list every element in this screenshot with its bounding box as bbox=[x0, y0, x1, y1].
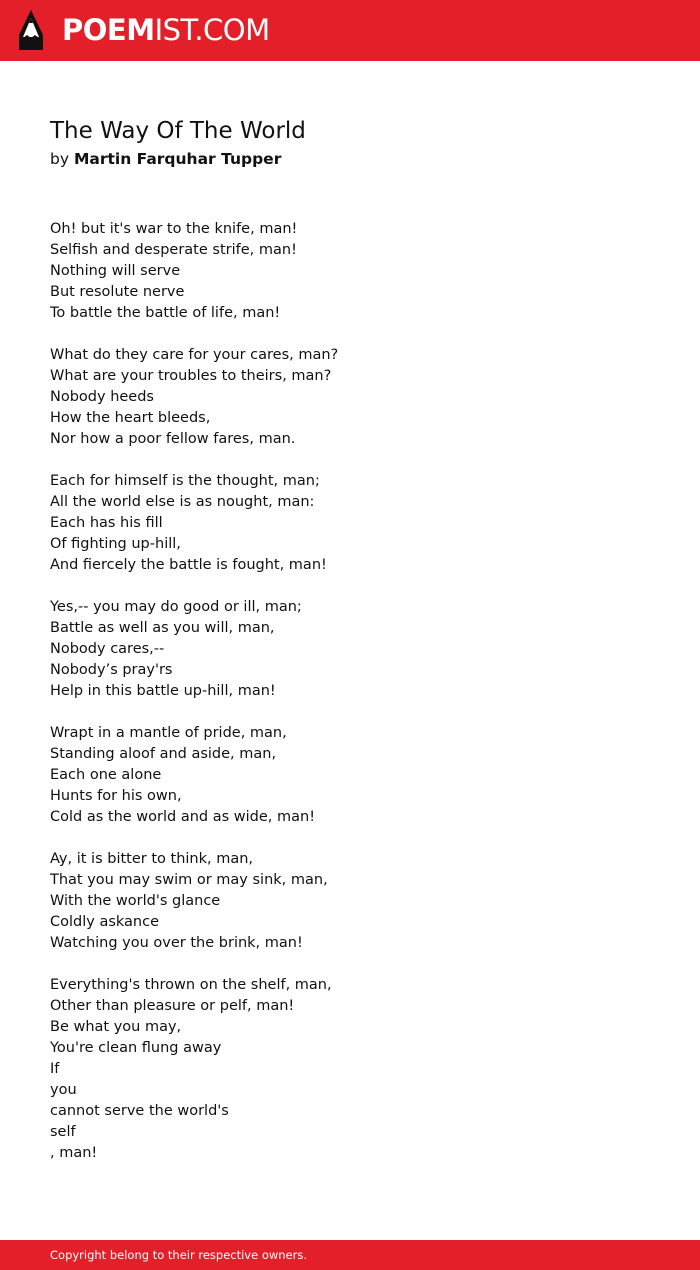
stanza bbox=[50, 723, 670, 828]
poem-line: Each one alone bbox=[50, 767, 162, 783]
poem-line: Nothing will serve bbox=[50, 263, 181, 279]
poem-line: Cold as the world and as wide, man! bbox=[50, 809, 316, 825]
poem-line: Nobody’s pray'rs bbox=[50, 662, 173, 678]
by-label: by bbox=[50, 150, 70, 168]
stanza bbox=[50, 597, 670, 702]
poem-line: Watching you over the brink, man! bbox=[50, 935, 303, 951]
pencil-icon[interactable] bbox=[18, 9, 44, 51]
poem-line: you bbox=[50, 1082, 77, 1098]
poem-line: , man! bbox=[50, 1145, 98, 1161]
poem-line: Each has his fill bbox=[50, 515, 163, 531]
poem-line: If bbox=[50, 1061, 60, 1077]
poem-line: To battle the battle of life, man! bbox=[50, 305, 281, 321]
site-footer bbox=[0, 1240, 700, 1270]
poem-line: How the heart bleeds, bbox=[50, 410, 211, 426]
stanza-gap bbox=[50, 450, 670, 471]
poem-line: Other than pleasure or pelf, man! bbox=[50, 998, 295, 1014]
site-header bbox=[0, 0, 700, 61]
poem-line: Oh! but it's war to the knife, man! bbox=[50, 221, 298, 237]
poem-line: Ay, it is bitter to think, man, bbox=[50, 851, 254, 867]
brand-bold-text: POEM bbox=[62, 13, 155, 47]
stanza-gap bbox=[50, 828, 670, 849]
poem-line: self bbox=[50, 1124, 76, 1140]
poem-line: Of fighting up-hill, bbox=[50, 536, 181, 552]
poem-line: Everything's thrown on the shelf, man, bbox=[50, 977, 332, 993]
stanza bbox=[50, 219, 670, 324]
stanza-gap bbox=[50, 954, 670, 975]
poem-line: cannot serve the world's bbox=[50, 1103, 229, 1119]
poem-line: What are your troubles to theirs, man? bbox=[50, 368, 332, 384]
poem-line: Selfish and desperate strife, man! bbox=[50, 242, 297, 258]
poem-line: Standing aloof and aside, man, bbox=[50, 746, 277, 762]
stanza bbox=[50, 975, 670, 1164]
copyright-text: Copyright belong to their respective owners. bbox=[50, 1248, 308, 1262]
poem-title: The Way Of The World bbox=[50, 118, 306, 144]
stanza-gap bbox=[50, 576, 670, 597]
poem-byline bbox=[50, 149, 281, 169]
poem-line: Be what you may, bbox=[50, 1019, 182, 1035]
poem-line: All the world else is as nought, man: bbox=[50, 494, 315, 510]
stanza-gap bbox=[50, 702, 670, 723]
stanza bbox=[50, 471, 670, 576]
poem-line: Nor how a poor fellow fares, man. bbox=[50, 431, 296, 447]
poem-line: With the world's glance bbox=[50, 893, 221, 909]
poem-line: Wrapt in a mantle of pride, man, bbox=[50, 725, 287, 741]
poem-line: And fiercely the battle is fought, man! bbox=[50, 557, 327, 573]
poem-line: Battle as well as you will, man, bbox=[50, 620, 275, 636]
poem-body bbox=[50, 219, 670, 1164]
site-logo-text[interactable] bbox=[62, 11, 270, 49]
poem-line: Yes,-- you may do good or ill, man; bbox=[50, 599, 302, 615]
poem-line: Help in this battle up-hill, man! bbox=[50, 683, 276, 699]
poem-line: What do they care for your cares, man? bbox=[50, 347, 339, 363]
poem-line: Nobody cares,-- bbox=[50, 641, 165, 657]
poem-line: Hunts for his own, bbox=[50, 788, 182, 804]
poem-line: You're clean flung away bbox=[50, 1040, 222, 1056]
stanza bbox=[50, 849, 670, 954]
poem-line: That you may swim or may sink, man, bbox=[50, 872, 328, 888]
stanza bbox=[50, 345, 670, 450]
author-name[interactable]: Martin Farquhar Tupper bbox=[73, 150, 282, 168]
poem-line: But resolute nerve bbox=[50, 284, 185, 300]
poem-line: Each for himself is the thought, man; bbox=[50, 473, 320, 489]
brand-light-text: IST.COM bbox=[154, 13, 270, 47]
poem-line: Nobody heeds bbox=[50, 389, 154, 405]
stanza-gap bbox=[50, 324, 670, 345]
poem-line: Coldly askance bbox=[50, 914, 159, 930]
